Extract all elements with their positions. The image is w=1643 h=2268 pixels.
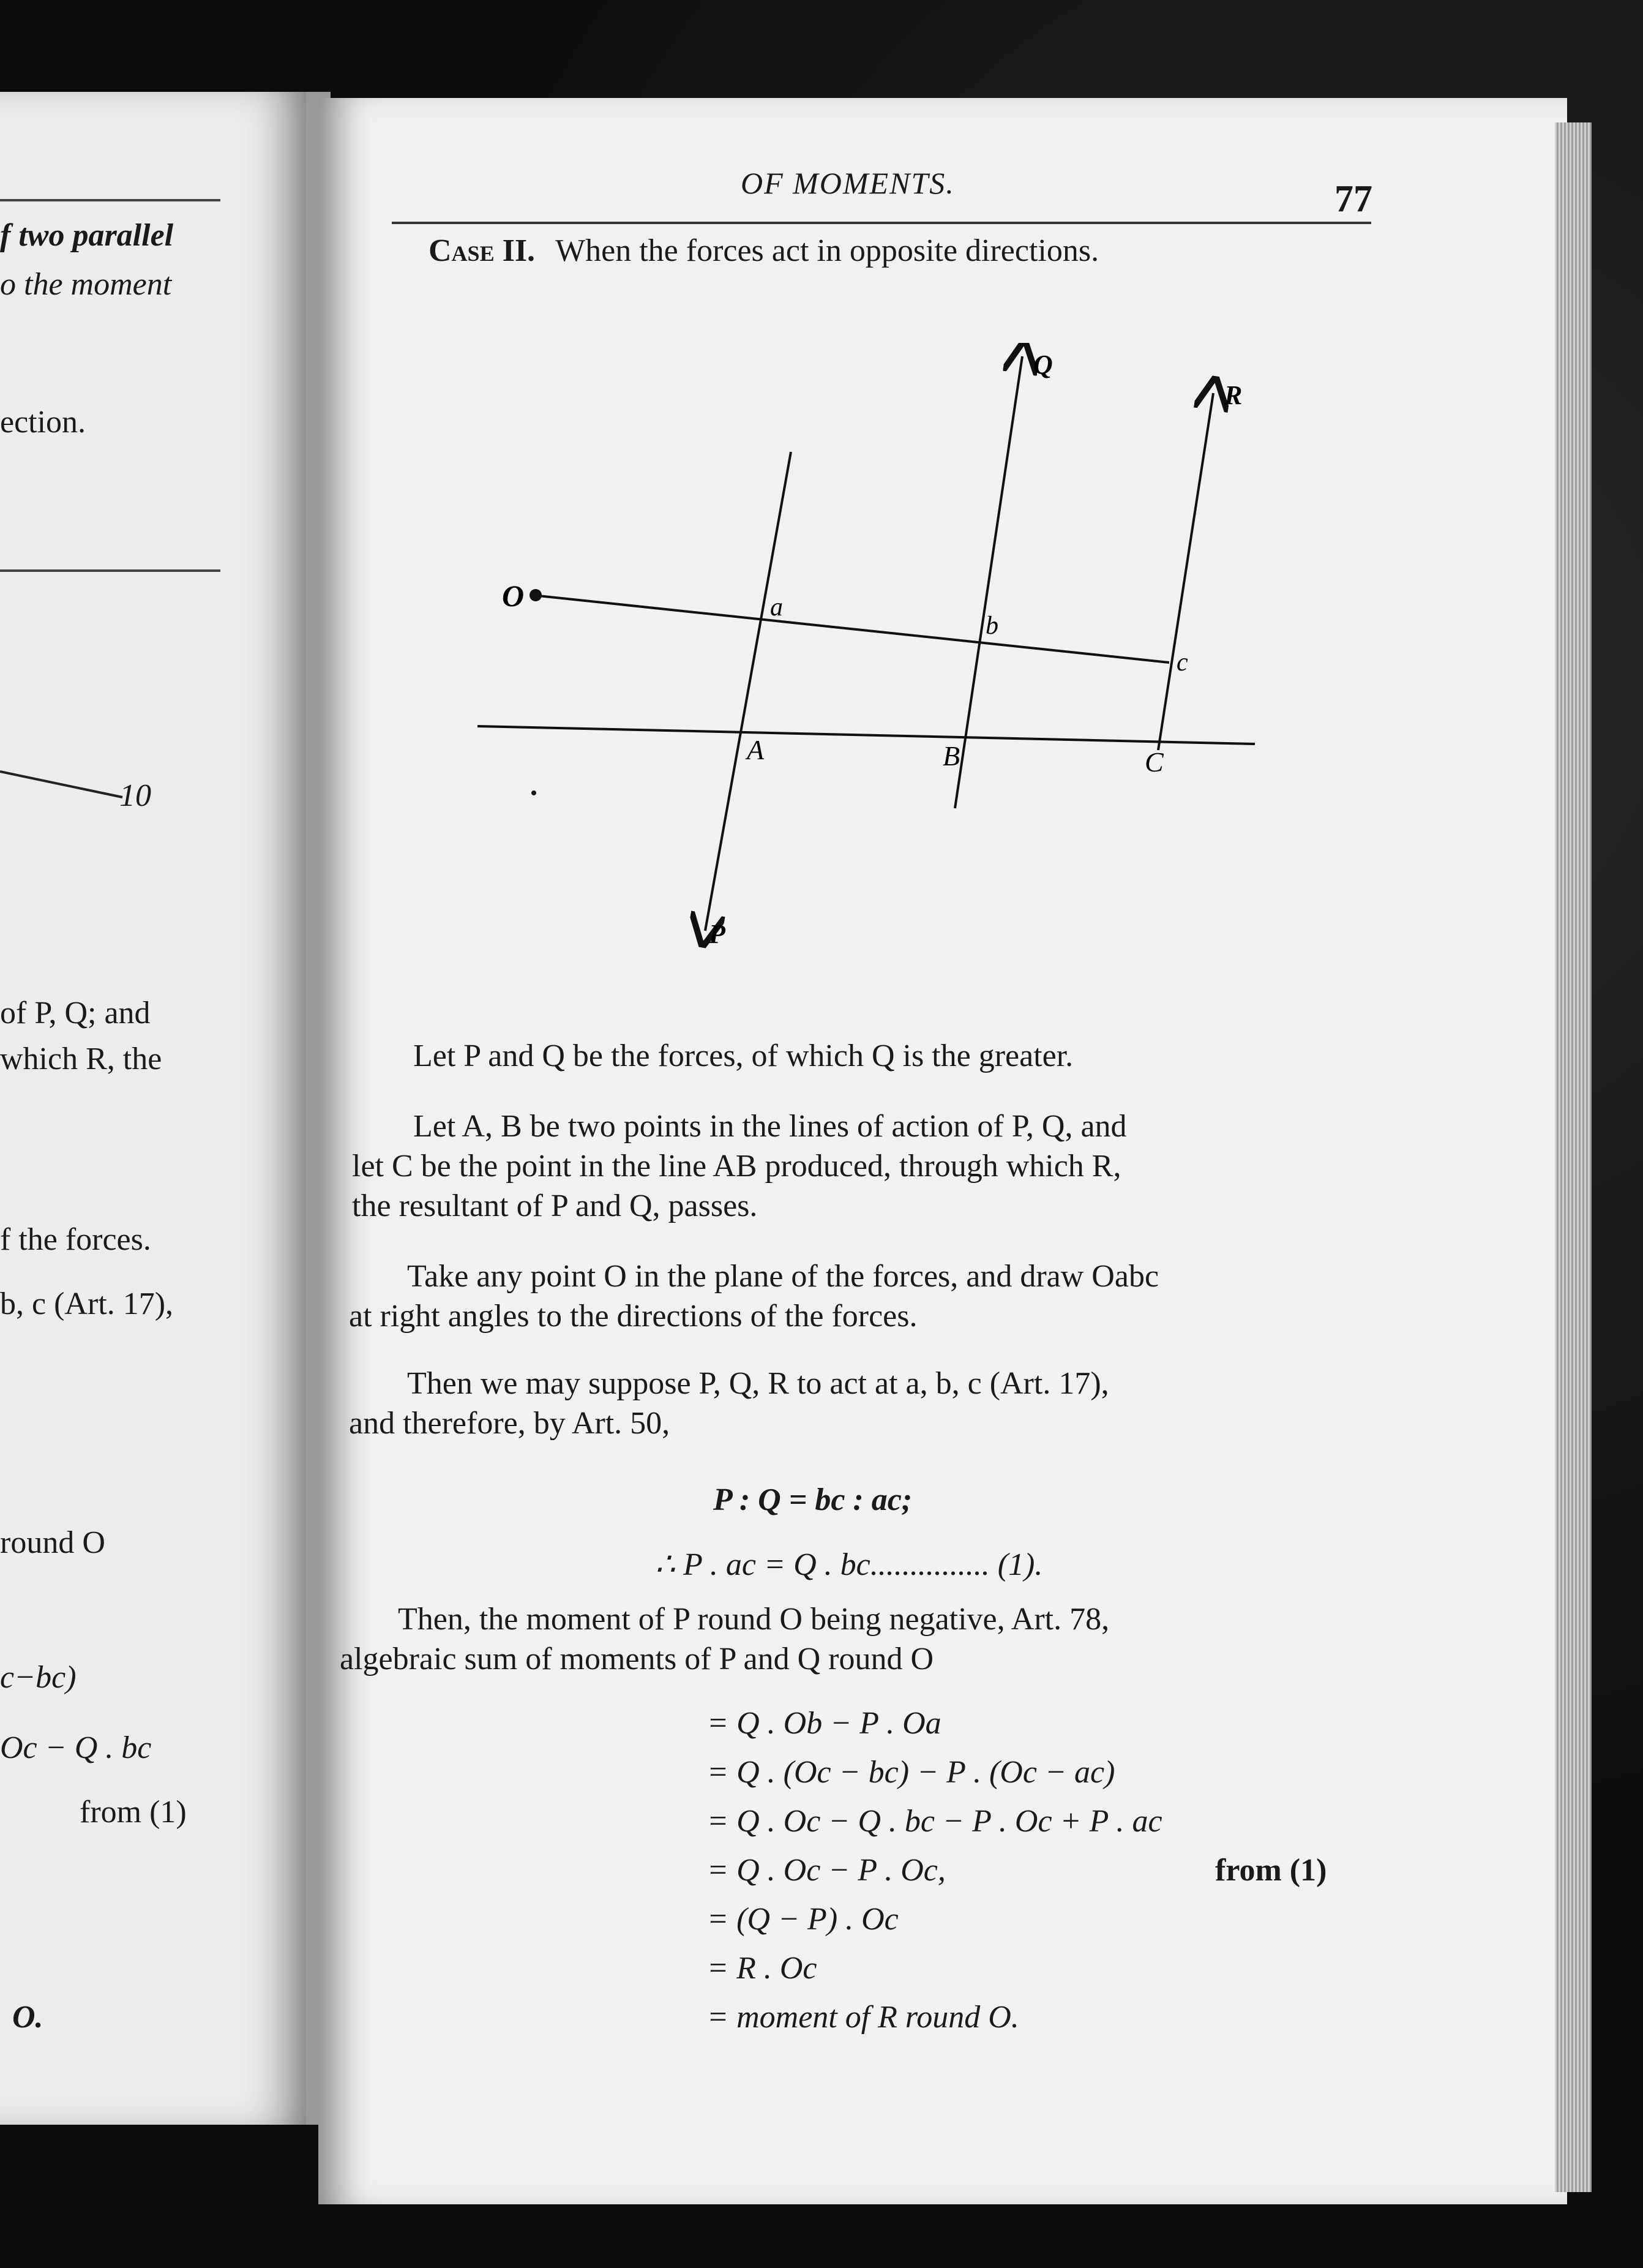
label-b: b <box>986 612 998 640</box>
label-R: R <box>1224 380 1243 410</box>
left-line: round O <box>0 1525 105 1560</box>
left-line: which R, the <box>0 1042 162 1076</box>
paragraph-line: Take any point O in the plane of the forces, and draw Oabc <box>407 1259 1159 1294</box>
paragraph-line: Let A, B be two points in the lines of action of P, Q, and <box>413 1109 1127 1144</box>
equation-line: = Q . Oc − Q . bc − P . Oc + P . ac <box>707 1804 1162 1839</box>
left-line: Oc − Q . bc <box>0 1730 152 1765</box>
paragraph-line: Let P and Q be the forces, of which Q is the greater. <box>413 1038 1074 1073</box>
equation-line: = (Q − P) . Oc <box>707 1902 899 1937</box>
paragraph-line: Then, the moment of P round O being negative, Art. 78, <box>398 1602 1110 1637</box>
left-line: ection. <box>0 405 86 440</box>
left-line: f two parallel <box>0 218 174 253</box>
force-q-line <box>955 356 1022 808</box>
left-page-rule <box>0 199 220 201</box>
label-Q: Q <box>1033 350 1053 380</box>
force-diagram <box>477 343 1261 961</box>
equation-line: = moment of R round O. <box>707 2000 1019 2035</box>
force-r-line <box>1158 393 1213 750</box>
paragraph-line: Then we may suppose P, Q, R to act at a, b, c (Art. 17), <box>407 1366 1109 1401</box>
equation-line: P : Q = bc : ac; <box>713 1482 913 1517</box>
label-o: O <box>502 579 525 613</box>
paragraph-line: and therefore, by Art. 50, <box>349 1406 670 1441</box>
header-rule <box>392 222 1371 224</box>
label-A: A <box>747 734 765 765</box>
page-number: 77 <box>1334 178 1372 220</box>
equation-line: = R . Oc <box>707 1951 817 1986</box>
paragraph-line: let C be the point in the line AB produced, through which R, <box>352 1149 1121 1184</box>
case-text: When the forces act in opposite directions. <box>555 233 1099 268</box>
line-oabc <box>533 595 1169 663</box>
equation-line: = Q . Ob − P . Oa <box>707 1706 941 1741</box>
equation-line: = Q . (Oc − bc) − P . (Oc − ac) <box>707 1755 1115 1790</box>
left-line: 10 <box>119 778 151 813</box>
left-line: o the moment <box>0 267 172 302</box>
left-line: c−bc) <box>0 1660 77 1695</box>
left-line: of P, Q; and <box>0 996 151 1031</box>
left-line: f the forces. <box>0 1222 151 1257</box>
page-edge <box>1555 122 1592 2192</box>
label-P: P <box>709 919 725 949</box>
case-heading <box>429 233 1099 269</box>
label-B: B <box>943 740 960 772</box>
label-a: a <box>770 593 783 621</box>
force-p-line <box>705 452 791 931</box>
left-line: O. <box>12 2000 43 2035</box>
from-reference: from (1) <box>1215 1853 1327 1888</box>
left-line: b, c (Art. 17), <box>0 1286 174 1321</box>
running-header: OF MOMENTS. <box>741 166 955 200</box>
point-o <box>530 589 542 601</box>
left-figure-fragment <box>0 747 184 820</box>
case-label: Case II. <box>429 233 536 268</box>
equation-line: ∴ P . ac = Q . bc............... (1). <box>655 1547 1043 1582</box>
paragraph-line: the resultant of P and Q, passes. <box>352 1188 758 1223</box>
label-c: c <box>1177 648 1188 677</box>
equation-line: = Q . Oc − P . Oc, <box>707 1853 946 1888</box>
label-C: C <box>1145 746 1164 778</box>
paragraph-line: algebraic sum of moments of P and Q round O <box>340 1642 934 1677</box>
left-line: from (1) <box>80 1795 187 1830</box>
left-page-rule <box>0 569 220 572</box>
paragraph-line: at right angles to the directions of the forces. <box>349 1299 918 1334</box>
line-abc <box>477 726 1255 744</box>
